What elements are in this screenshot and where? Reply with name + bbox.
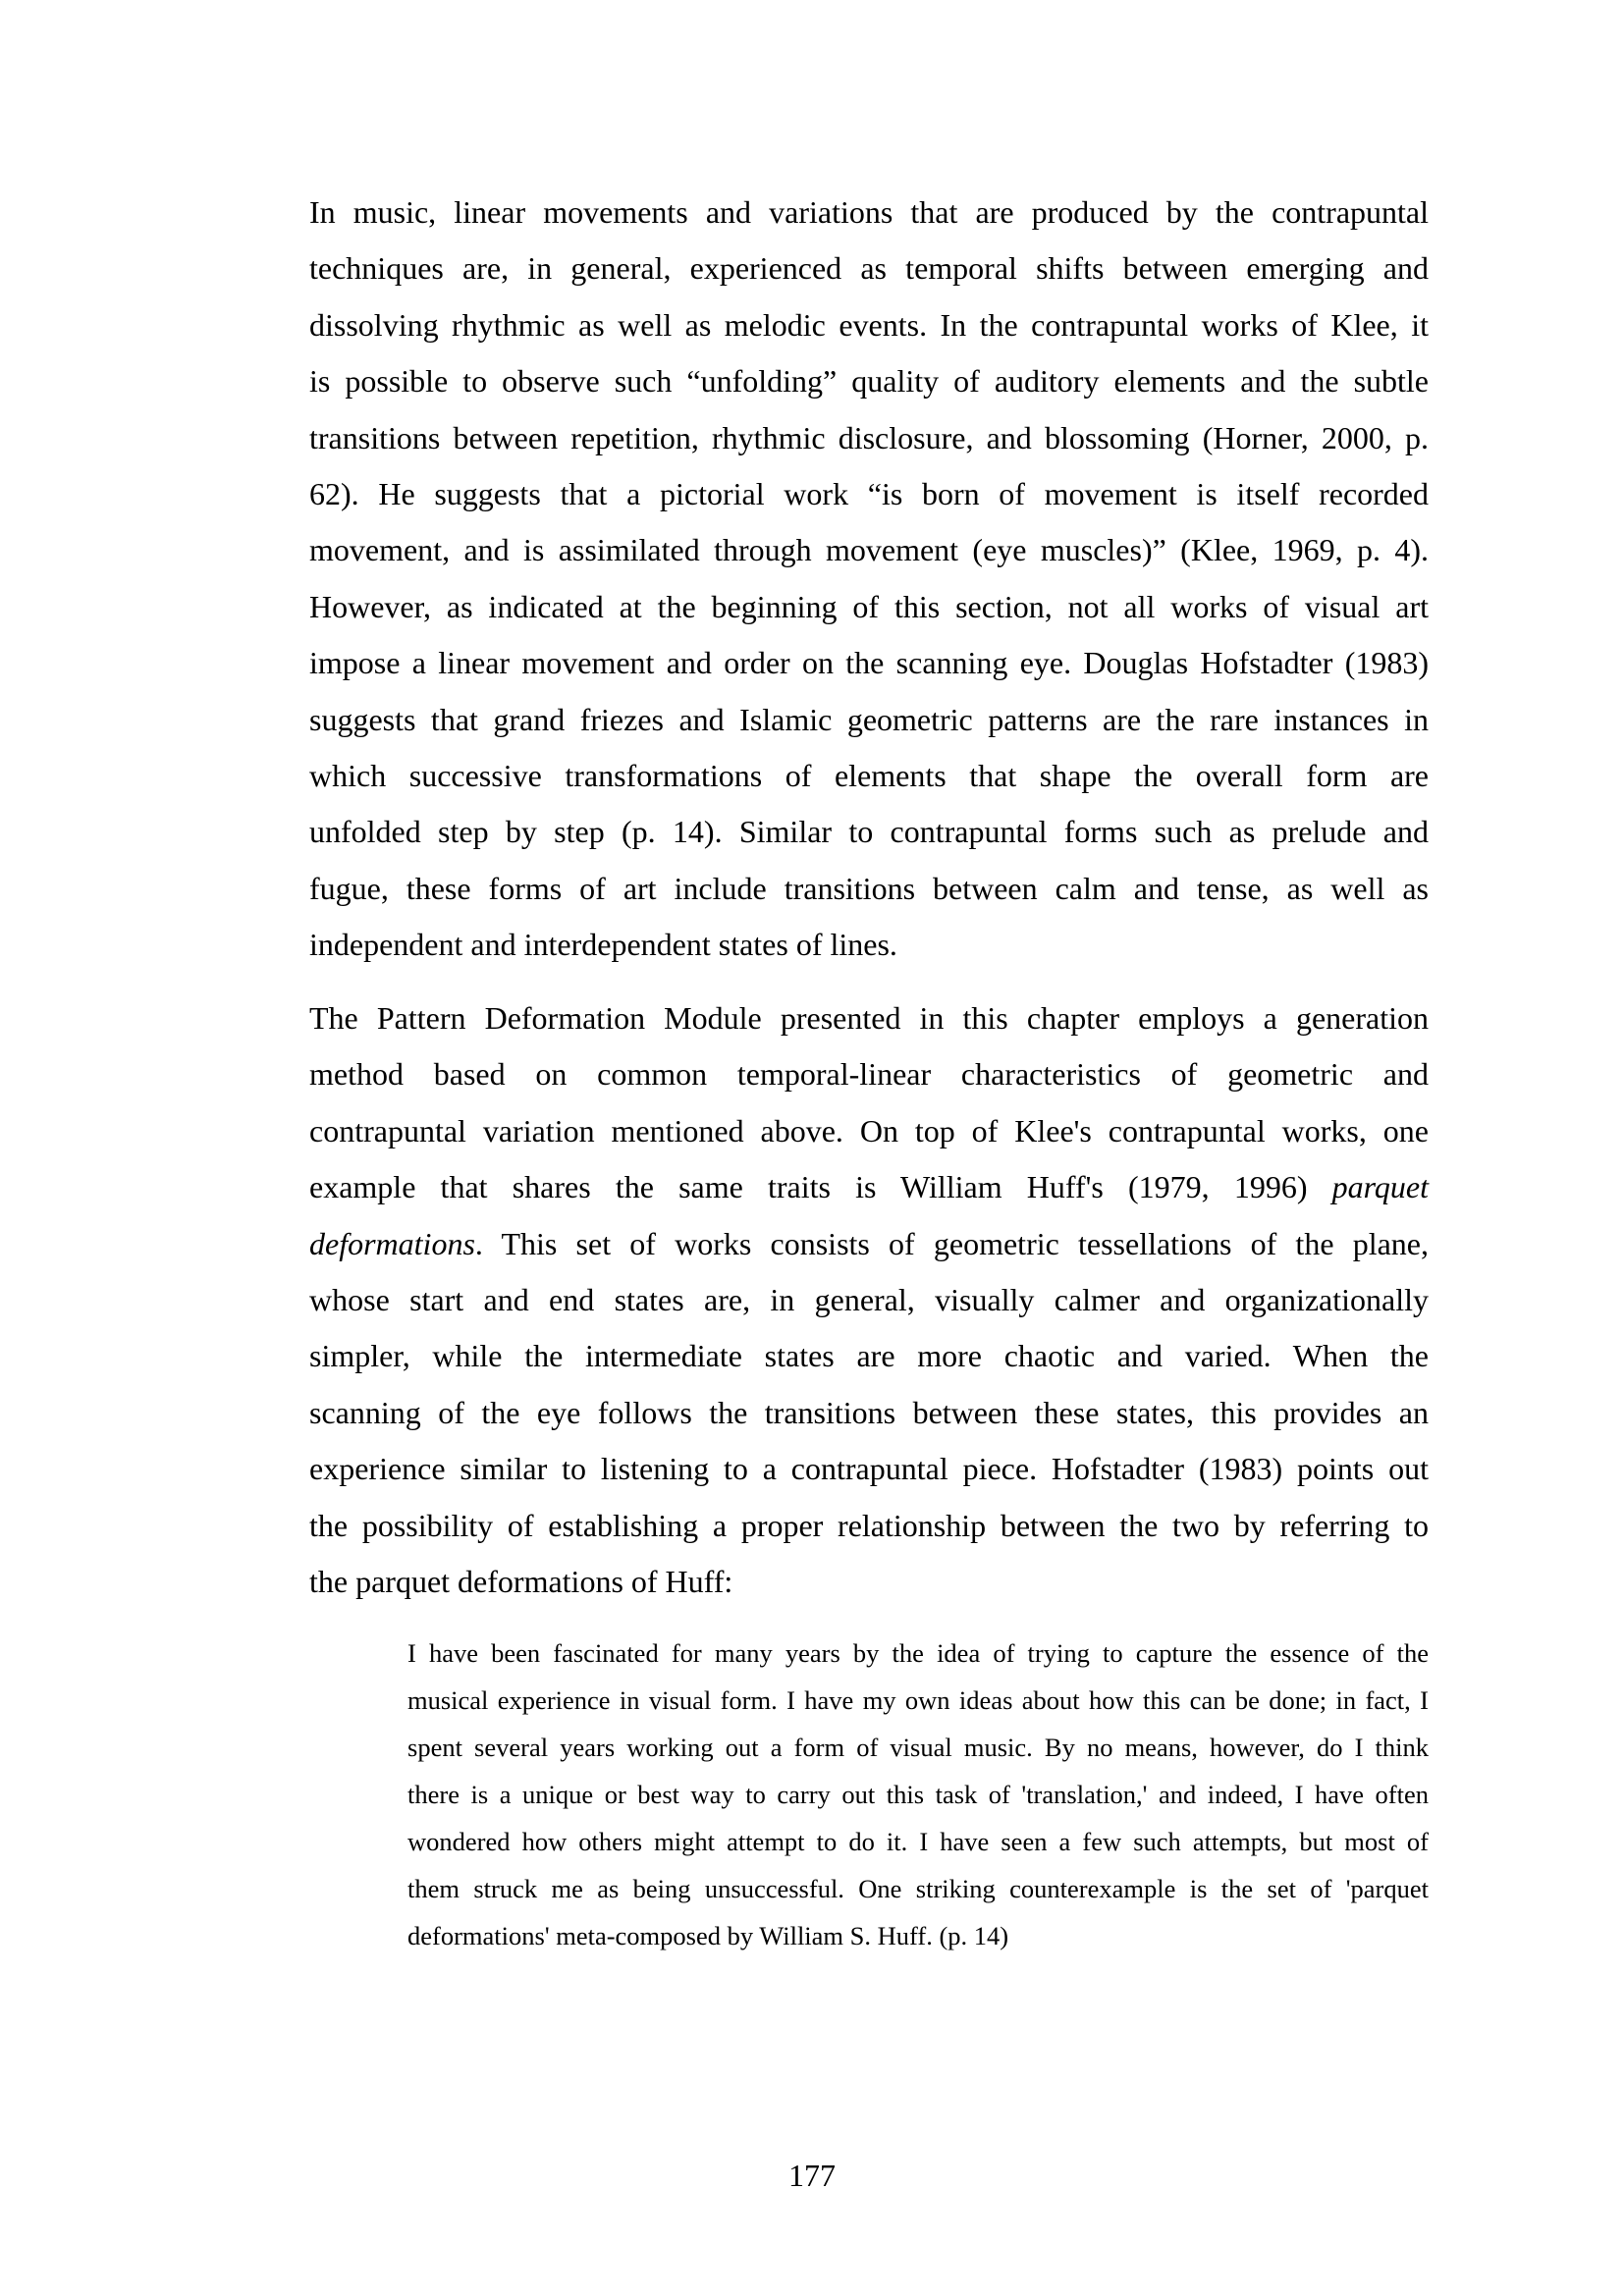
quote-line: wondered how others might attempt to do it. I have seen a few such attempts, but most of (407, 1827, 1429, 1856)
text-line: The Pattern Deformation Module presented in this chapter employs a generation (309, 1000, 1429, 1036)
italic-term: deformations (309, 1225, 475, 1261)
text-line: which successive transformations of elements that shape the overall form are (309, 757, 1429, 793)
quote-line: there is a unique or best way to carry out this task of 'translation,' and indeed, I have often (407, 1780, 1429, 1809)
text-line: independent and interdependent states of lines. (309, 927, 897, 963)
quote-line: musical experience in visual form. I have my own ideas about how this can be done; in fact, I (407, 1685, 1429, 1715)
text-line: the parquet deformations of Huff: (309, 1563, 733, 1599)
text-run: . This set of works consists of geometric tessellations of the plane, (474, 1225, 1429, 1261)
text-line: unfolded step by step (p. 14). Similar to contrapuntal forms such as prelude and (309, 814, 1429, 850)
text-line: 62). He suggests that a pictorial work “is born of movement is itself recorded (309, 475, 1429, 511)
text-line: the possibility of establishing a proper relationship between the two by referring to (309, 1507, 1429, 1543)
quote-line: spent several years working out a form of visual music. By no means, however, do I think (407, 1733, 1429, 1762)
text-line: dissolving rhythmic as well as melodic events. In the contrapuntal works of Klee, it (309, 306, 1429, 343)
text-line: simpler, while the intermediate states are more chaotic and varied. When the (309, 1338, 1429, 1374)
text-line: contrapuntal variation mentioned above. On top of Klee's contrapuntal works, one (309, 1112, 1429, 1148)
text-line: is possible to observe such “unfolding” quality of auditory elements and the subtle (309, 363, 1429, 400)
body-paragraph-2 (309, 990, 1429, 1610)
block-quote (407, 1629, 1429, 1959)
text-line: techniques are, in general, experienced as temporal shifts between emerging and (309, 250, 1429, 287)
quote-line: deformations' meta-composed by William S. Huff. (p. 14) (407, 1921, 1009, 1950)
text-line: impose a linear movement and order on the scanning eye. Douglas Hofstadter (1983) (309, 645, 1429, 681)
page-number: 177 (788, 2158, 836, 2193)
text-line: whose start and end states are, in general, visually calmer and organizationally (309, 1281, 1429, 1317)
quote-line: I have been fascinated for many years by the idea of trying to capture the essence of the (407, 1638, 1429, 1668)
text-line: movement, and is assimilated through movement (eye muscles)” (Klee, 1969, p. 4). (309, 532, 1429, 568)
text-run: example that shares the same traits is William Huff's (1979, 1996) (309, 1169, 1332, 1205)
text-line: In music, linear movements and variations that are produced by the contrapuntal (309, 194, 1429, 230)
text-line (309, 1216, 1429, 1272)
text-line: However, as indicated at the beginning of this section, not all works of visual art (309, 588, 1429, 624)
quote-line: them struck me as being unsuccessful. One striking counterexample is the set of 'parquet (407, 1874, 1429, 1903)
text-line: scanning of the eye follows the transitions between these states, this provides an (309, 1394, 1429, 1430)
text-line (309, 1159, 1429, 1215)
body-paragraph-1 (309, 185, 1429, 973)
text-line: transitions between repetition, rhythmic disclosure, and blossoming (Horner, 2000, p. (309, 419, 1429, 455)
text-line: experience similar to listening to a contrapuntal piece. Hofstadter (1983) points out (309, 1451, 1429, 1487)
text-line: suggests that grand friezes and Islamic geometric patterns are the rare instances in (309, 701, 1429, 737)
italic-term: parquet (1331, 1169, 1429, 1205)
text-line: method based on common temporal-linear characteristics of geometric and (309, 1056, 1429, 1093)
text-line: fugue, these forms of art include transitions between calm and tense, as well as (309, 870, 1429, 906)
